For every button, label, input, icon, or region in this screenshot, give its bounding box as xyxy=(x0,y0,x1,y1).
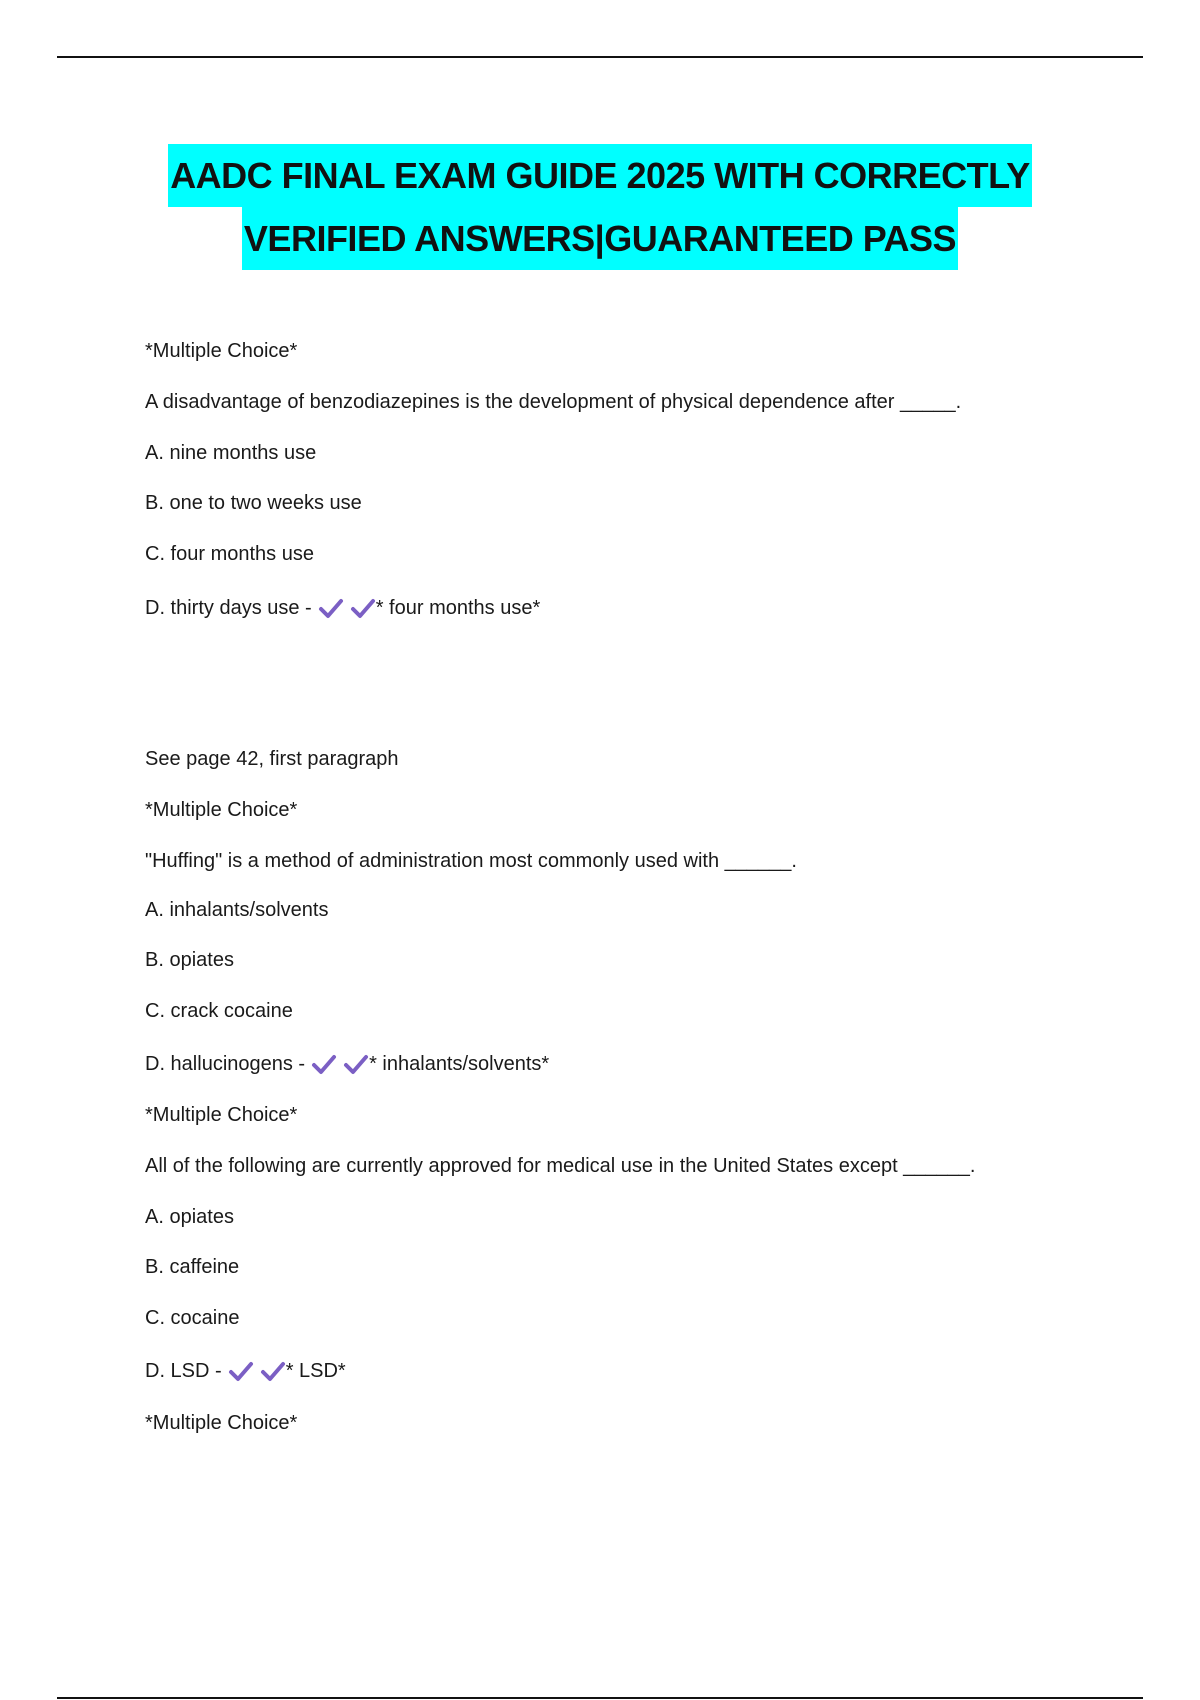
question-2-type: *Multiple Choice* xyxy=(145,799,298,821)
check-icon xyxy=(318,597,344,619)
question-1-stem: A disadvantage of benzodiazepines is the development of physical dependence after _____. xyxy=(145,391,962,413)
document-title xyxy=(0,144,1200,270)
check-icon xyxy=(260,1360,286,1382)
bottom-rule xyxy=(57,1697,1143,1699)
question-2-option-c: C. crack cocaine xyxy=(145,1000,293,1022)
question-1-option-b: B. one to two weeks use xyxy=(145,492,362,514)
question-4-type: *Multiple Choice* xyxy=(145,1412,298,1434)
title-line-1: AADC FINAL EXAM GUIDE 2025 WITH CORRECTLY xyxy=(168,144,1032,207)
question-3-type: *Multiple Choice* xyxy=(145,1104,298,1126)
question-1-type: *Multiple Choice* xyxy=(145,340,298,362)
question-3-option-b: B. caffeine xyxy=(145,1256,240,1278)
question-1-option-c: C. four months use xyxy=(145,543,314,565)
question-1-option-d-row xyxy=(145,595,540,621)
check-icon xyxy=(350,597,376,619)
question-3-option-a: A. opiates xyxy=(145,1206,234,1228)
check-icon xyxy=(343,1053,369,1075)
question-2-option-d-row xyxy=(145,1051,549,1077)
question-2-stem: "Huffing" is a method of administration most commonly used with ______. xyxy=(145,850,797,872)
question-3-option-d: D. LSD - xyxy=(145,1360,222,1382)
question-3-answer: * LSD* xyxy=(285,1360,346,1382)
title-line-2: VERIFIED ANSWERS|GUARANTEED PASS xyxy=(242,207,958,270)
question-3-option-d-row xyxy=(145,1358,346,1384)
check-icon xyxy=(228,1360,254,1382)
top-rule xyxy=(57,56,1143,58)
question-2-option-a: A. inhalants/solvents xyxy=(145,899,329,921)
question-1-option-d: D. thirty days use - xyxy=(145,597,312,619)
question-2-option-b: B. opiates xyxy=(145,949,234,971)
question-3-option-c: C. cocaine xyxy=(145,1307,240,1329)
question-1-option-a: A. nine months use xyxy=(145,442,317,464)
question-2-answer: * inhalants/solvents* xyxy=(369,1053,550,1075)
question-3-stem: All of the following are currently approved for medical use in the United States except ______. xyxy=(145,1155,976,1177)
question-2-reference: See page 42, first paragraph xyxy=(145,748,399,770)
question-2-option-d: D. hallucinogens - xyxy=(145,1053,306,1075)
question-1-answer: * four months use* xyxy=(375,597,541,619)
check-icon xyxy=(311,1053,337,1075)
